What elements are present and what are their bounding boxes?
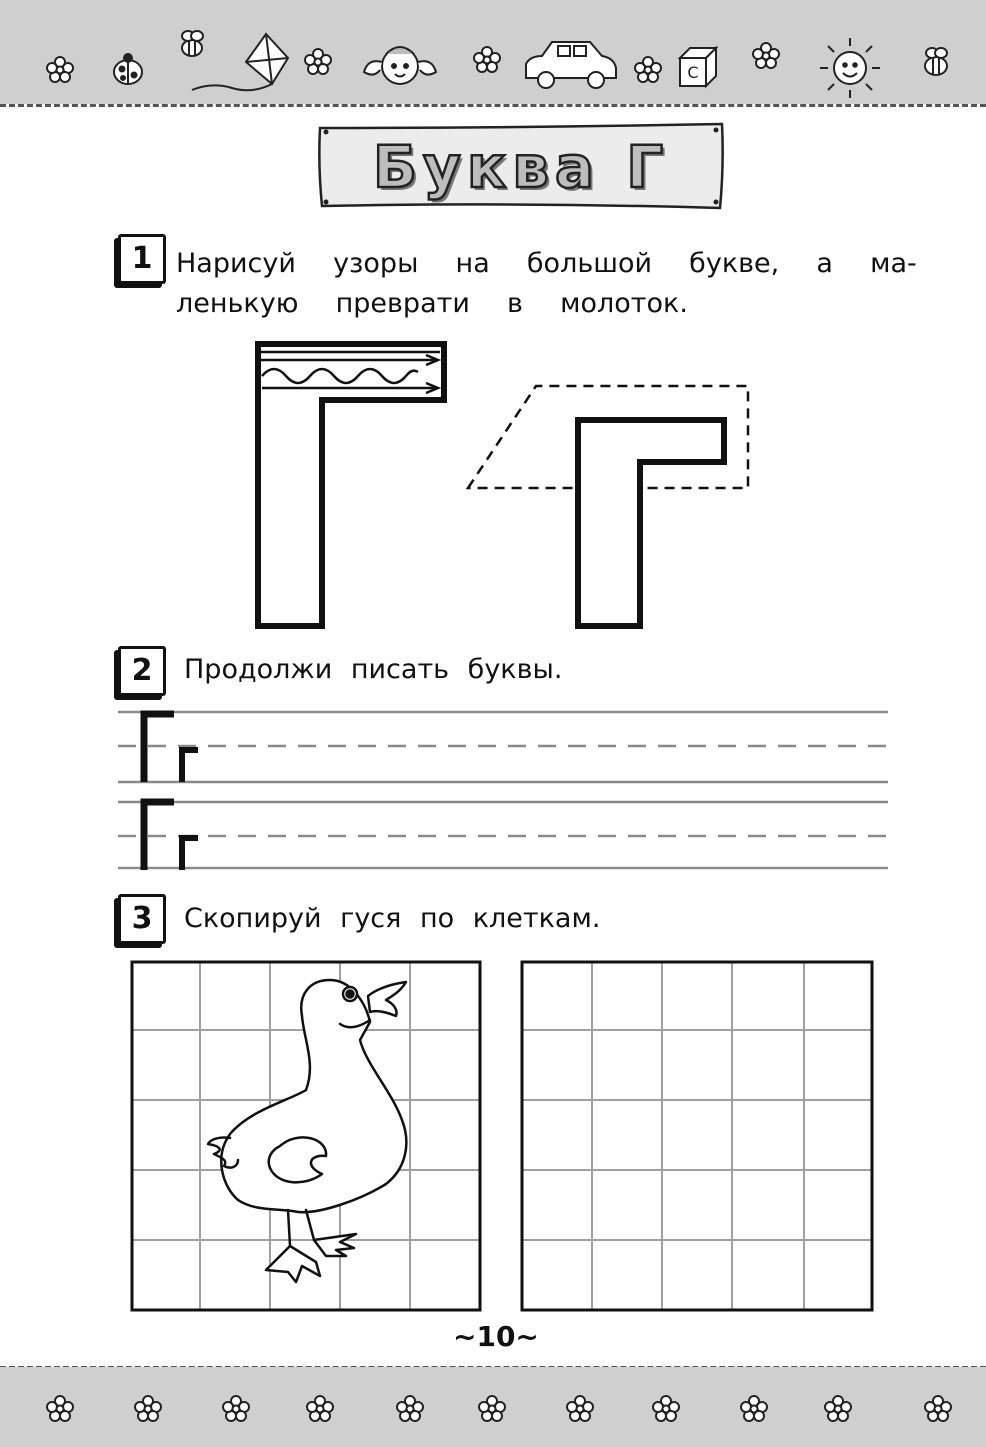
flower-icon <box>307 1396 333 1421</box>
copy-grid[interactable] <box>520 960 876 1314</box>
top-decor-band <box>0 0 986 104</box>
top-decor-icons <box>0 0 986 104</box>
task-1-figure <box>240 330 770 640</box>
task-number-3: 3 <box>118 894 166 944</box>
bottom-flower-row <box>0 1367 986 1447</box>
bottom-decor-band <box>0 1367 986 1447</box>
flower-icon <box>47 1396 73 1421</box>
flower-icon <box>479 1396 505 1421</box>
flower-icon <box>567 1396 593 1421</box>
block-icon <box>680 48 716 86</box>
writing-lines <box>118 706 888 876</box>
sample-lower-letter <box>182 750 198 782</box>
flower-icon <box>135 1396 161 1421</box>
sample-lower-letter <box>182 838 198 870</box>
top-dashed-border <box>0 104 986 107</box>
goose-drawing <box>208 980 406 1282</box>
kite-icon <box>192 34 288 90</box>
flower-icon <box>47 57 73 82</box>
task-2-text: Продолжи писать буквы. <box>184 654 563 685</box>
flower-icon <box>741 1396 767 1421</box>
task-number-2: 2 <box>118 646 166 696</box>
goose-grid <box>130 960 484 1314</box>
flower-icon <box>653 1396 679 1421</box>
task-1-text <box>176 244 917 324</box>
sun-icon <box>820 38 880 98</box>
sample-capital-letter <box>144 714 174 782</box>
task-3-text: Скопируй гуся по клеткам. <box>184 903 601 934</box>
car-icon <box>526 42 616 88</box>
flower-icon <box>825 1396 851 1421</box>
task-1-line-2: ленькую преврати в молоток. <box>176 288 688 319</box>
flower-icon <box>474 47 500 72</box>
flower-icon <box>305 49 331 74</box>
small-letter-outline <box>578 420 724 626</box>
page-title: Буква Г <box>372 133 670 201</box>
ladybug-icon <box>114 54 142 84</box>
task-number-1: 1 <box>118 234 166 284</box>
flower-icon <box>223 1396 249 1421</box>
flower-icon <box>753 43 779 68</box>
flower-icon <box>397 1396 423 1421</box>
flower-icon <box>635 57 661 82</box>
big-letter-outline <box>258 344 444 626</box>
flower-icon <box>925 1396 951 1421</box>
task-1-line-1: Нарисуй узоры на большой букве, а ма- <box>176 248 917 279</box>
bee-icon <box>925 48 947 75</box>
bee-icon <box>182 31 203 56</box>
doll-icon <box>364 47 436 84</box>
svg-text:C: C <box>687 63 699 82</box>
page-number: ~10~ <box>453 1320 539 1353</box>
